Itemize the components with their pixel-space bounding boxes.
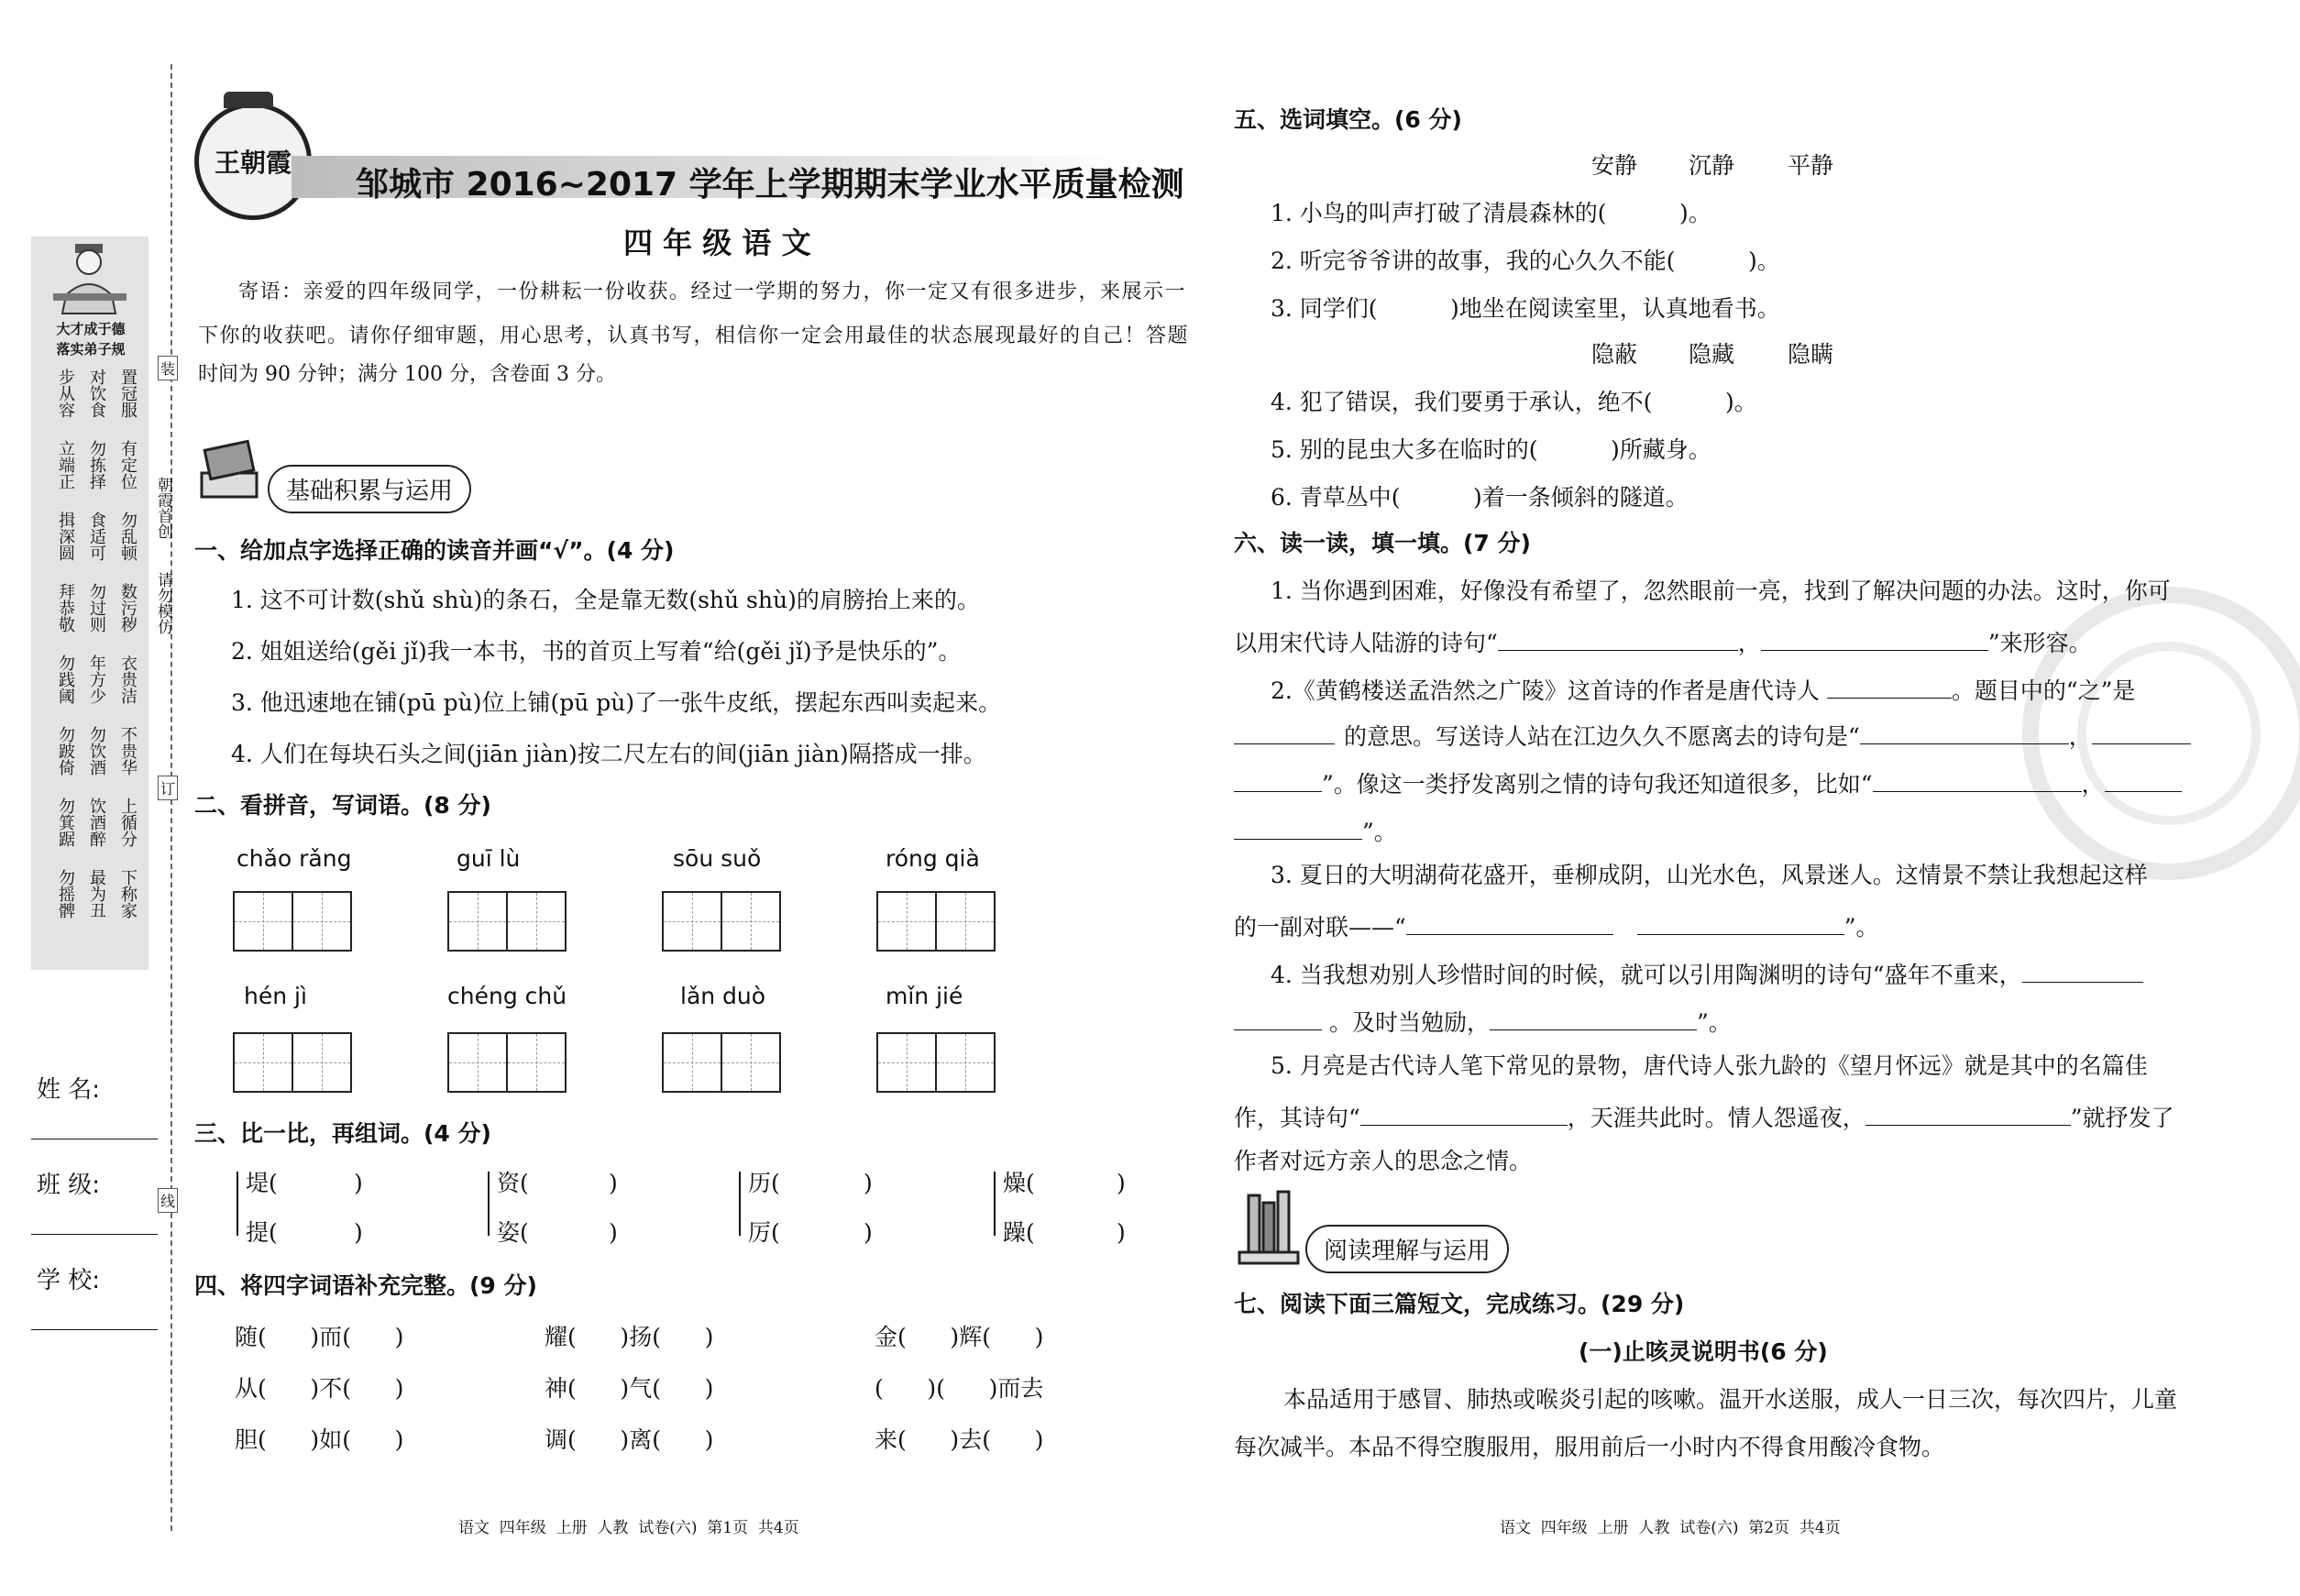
- q6-text: 以用宋代诗人陆游的诗句“: [1234, 630, 1498, 656]
- motto: 对饮食: [87, 369, 106, 418]
- writing-grid[interactable]: [876, 891, 994, 952]
- name-label: 姓 名:: [37, 1076, 101, 1104]
- q6-line: [1234, 721, 2191, 748]
- q5-item: 5. 别的昆虫大多在临时的( )所藏身。: [1271, 436, 1711, 463]
- q1-item: 2. 姐姐送给(gěi jǐ)我一本书，书的首页上写着“给(gěi jǐ)予是快乐的”。: [231, 638, 962, 665]
- q3-close: ): [354, 1170, 363, 1196]
- q6-text: 的意思。写送诗人站在江边久久不愿离去的诗句是“: [1344, 723, 1860, 750]
- q3-char: 厉(: [748, 1219, 780, 1246]
- q3-close: ): [354, 1219, 363, 1246]
- vertical-note: 请勿模仿: [154, 572, 172, 634]
- q3-close: ): [864, 1170, 873, 1196]
- q6-line: [1234, 1007, 1732, 1034]
- q3-char: 躁(: [1003, 1219, 1035, 1246]
- writing-grid[interactable]: [233, 891, 350, 952]
- motto: 步从容: [56, 369, 75, 418]
- section-title-basics: 基础积累与运用: [268, 465, 471, 513]
- q6-text: 。题目中的“之”是: [1951, 677, 2136, 704]
- answer-blank[interactable]: [1498, 627, 1738, 651]
- q4-cell: 调( )离( ): [545, 1426, 714, 1453]
- answer-blank[interactable]: [1860, 721, 2069, 744]
- motto: 勿拣择: [87, 440, 106, 490]
- writing-grid[interactable]: [662, 1032, 779, 1093]
- binding-mark: 线: [158, 1188, 178, 1213]
- motto: 揖深圆: [56, 512, 75, 561]
- q6-line: [1234, 627, 2092, 655]
- answer-blank[interactable]: [1637, 911, 1844, 935]
- footer-left: 语文 四年级 上册 人教 试卷(六) 第1页 共4页: [458, 1519, 799, 1537]
- q5-word: 沉静: [1689, 152, 1735, 179]
- section-title-reading: 阅读理解与运用: [1305, 1225, 1509, 1273]
- q6-line: [1271, 675, 2135, 702]
- writing-grid[interactable]: [447, 1032, 565, 1093]
- q6-line: [1234, 816, 1397, 843]
- class-label: 班 级:: [37, 1172, 101, 1199]
- motto: 拜恭敬: [56, 583, 75, 633]
- q6-text: ”就抒发了: [2070, 1105, 2174, 1131]
- q4-cell: 胆( )如( ): [235, 1426, 404, 1453]
- vertical-note: 朝霞首创: [154, 477, 172, 539]
- q6-text: 的一副对联——“: [1234, 914, 1406, 941]
- pinyin-label: róng qià: [886, 845, 980, 872]
- exam-subtitle: 四 年 级 语 文: [623, 226, 811, 260]
- preface-line: 时间为 90 分钟；满分 100 分，含卷面 3 分。: [198, 363, 616, 386]
- answer-blank[interactable]: [1490, 1007, 1697, 1030]
- q6-text: ”。: [1697, 1009, 1732, 1036]
- books-icon: [196, 436, 264, 502]
- q4-title: 四、将四字词语补充完整。(9 分): [194, 1272, 537, 1299]
- q3-close: ): [1117, 1170, 1126, 1196]
- motto: 勿践阈: [56, 655, 75, 704]
- motto: 数污秽: [118, 583, 138, 633]
- answer-blank[interactable]: [1234, 816, 1362, 840]
- answer-blank[interactable]: [2092, 721, 2191, 744]
- crown-icon: [224, 92, 273, 108]
- writing-grid[interactable]: [662, 891, 779, 952]
- q7-subtitle: (一)止咳灵说明书(6 分): [1579, 1338, 1828, 1365]
- q7-text: 本品适用于感冒、肺热或喉炎引起的咳嗽。温开水送服，成人一日三次，每次四片，儿童: [1283, 1386, 2178, 1413]
- q6-text: 。及时当勉励，: [1329, 1009, 1491, 1036]
- q7-title: 七、阅读下面三篇短文，完成练习。(29 分): [1234, 1291, 1685, 1317]
- q3-char: 历(: [748, 1170, 780, 1196]
- preface-line: 下你的收获吧。请你仔细审题，用心思考，认真书写，相信你一定会用最佳的状态展现最好的自己！答题: [198, 325, 1190, 347]
- q4-cell: ( )( )而去: [875, 1375, 1044, 1402]
- q6-text: 作，其诗句“: [1234, 1105, 1360, 1131]
- q3-char: 姿(: [497, 1219, 529, 1246]
- q6-line: [1234, 768, 2182, 796]
- exam-title: 邹城市 2016~2017 学年上学期期末学业水平质量检测: [356, 166, 1184, 204]
- school-field[interactable]: [31, 1327, 158, 1330]
- q6-text: 5. 月亮是古代诗人笔下常见的景物，唐代诗人张九龄的《望月怀远》就是其中的名篇佳: [1271, 1052, 2148, 1079]
- pinyin-label: guī lù: [457, 845, 521, 872]
- q5-item: 4. 犯了错误，我们要勇于承认，绝不( )。: [1271, 389, 1757, 415]
- logo-text: 王朝霞: [214, 148, 292, 178]
- q5-word: 隐瞒: [1788, 341, 1834, 368]
- q6-line: [1234, 1102, 2174, 1129]
- q6-text: 1. 当你遇到困难，好像没有希望了，忽然眼前一亮，找到了解决问题的办法。这时，你可: [1271, 578, 2171, 604]
- motto: 下称家: [118, 869, 138, 919]
- q6-text: ，: [2068, 723, 2092, 750]
- motto: 饮酒醉: [87, 798, 106, 847]
- binding-mark: 装: [158, 356, 178, 380]
- binding-mark: 订: [158, 776, 178, 800]
- motto: 食适可: [87, 512, 106, 561]
- q6-text: 3. 夏日的大明湖荷花盛开，垂柳成阴，山光水色，风景迷人。这情景不禁让我想起这样: [1271, 862, 2148, 888]
- preface-line: 寄语：亲爱的四年级同学，一份耕耘一份收获。经过一学期的努力，你一定又有很多进步，来展示一: [238, 281, 1187, 303]
- q5-word: 平静: [1788, 152, 1834, 179]
- q1-item: 1. 这不可计数(shǔ shù)的条石，全是靠无数(shǔ shù)的肩膀抬上来的。: [231, 587, 980, 613]
- q6-text: 作者对远方亲人的思念之情。: [1234, 1148, 1533, 1174]
- motto: 不贵华: [118, 726, 138, 776]
- answer-blank[interactable]: [1234, 768, 1322, 792]
- q4-cell: 耀( )扬( ): [545, 1324, 714, 1350]
- answer-blank[interactable]: [2105, 768, 2182, 792]
- q6-text: ”。: [1362, 819, 1397, 845]
- motto: 勿摇髀: [56, 869, 75, 919]
- answer-blank[interactable]: [1234, 721, 1335, 744]
- q6-text: ”来形容。: [1987, 630, 2092, 656]
- motto: 立端正: [56, 440, 75, 490]
- q6-title: 六、读一读，填一填。(7 分): [1234, 530, 1531, 556]
- q5-item: 2. 听完爷爷讲的故事，我的心久久不能( )。: [1271, 248, 1780, 274]
- pinyin-label: hén jì: [244, 983, 307, 1009]
- school-label: 学 校:: [37, 1267, 101, 1294]
- motto: 勿饮酒: [87, 726, 106, 776]
- q5-word: 隐蔽: [1591, 341, 1638, 368]
- q7-text: 每次减半。本品不得空腹服用，服用前后一小时内不得食用酸冷食物。: [1234, 1434, 1945, 1460]
- q6-text: 4. 当我想劝别人珍惜时间的时候，就可以引用陶渊明的诗句“盛年不重来，: [1271, 962, 2022, 988]
- q3-close: ): [864, 1219, 873, 1246]
- q5-item: 1. 小鸟的叫声打破了清晨森林的( )。: [1271, 200, 1711, 226]
- answer-blank[interactable]: [1234, 1007, 1322, 1030]
- q4-cell: 随( )而( ): [235, 1324, 404, 1350]
- q6-text: ，天涯共此时。情人怨遥夜，: [1567, 1105, 1865, 1131]
- motto: 勿跛倚: [56, 726, 75, 776]
- q6-text: ，: [1737, 630, 1761, 656]
- answer-blank[interactable]: [1865, 1102, 2071, 1126]
- motto: 勿箕踞: [56, 798, 75, 847]
- class-field[interactable]: [31, 1232, 158, 1235]
- answer-blank[interactable]: [2022, 959, 2143, 983]
- q6-line: [1234, 911, 1879, 939]
- q6-text: 2.《黄鹤楼送孟浩然之广陵》这首诗的作者是唐代诗人: [1271, 677, 1820, 704]
- q6-line: [1271, 959, 2143, 986]
- q2-title: 二、看拼音，写词语。(8 分): [194, 792, 491, 819]
- q3-char: 堤(: [246, 1170, 278, 1196]
- motto: 年方少: [87, 655, 106, 704]
- q5-item: 3. 同学们( )地坐在阅读室里，认真地看书。: [1271, 295, 1780, 322]
- motto-grid: [46, 369, 138, 919]
- footer-right: 语文 四年级 上册 人教 试卷(六) 第2页 共4页: [1500, 1519, 1841, 1537]
- name-field[interactable]: [31, 1137, 158, 1139]
- q3-close: ): [1117, 1219, 1126, 1246]
- motto: 有定位: [118, 440, 138, 490]
- pinyin-label: mǐn jié: [886, 983, 963, 1009]
- q1-item: 3. 他迅速地在铺(pū pù)位上铺(pū pù)了一张牛皮纸，摆起东西叫卖起来。: [231, 689, 1002, 716]
- q5-item: 6. 青草丛中( )着一条倾斜的隧道。: [1271, 484, 1689, 511]
- q4-cell: 来( )去( ): [875, 1426, 1044, 1453]
- q4-cell: 神( )气( ): [545, 1375, 714, 1402]
- sidebar-banner-2: 落实弟子规: [56, 341, 126, 358]
- motto: 勿乱顿: [118, 512, 138, 561]
- motto: 衣贵洁: [118, 655, 138, 704]
- q4-cell: 从( )不( ): [235, 1375, 404, 1402]
- scholar-illustration: [48, 240, 132, 321]
- q5-title: 五、选词填空。(6 分): [1234, 106, 1462, 133]
- answer-blank[interactable]: [1406, 911, 1613, 935]
- q3-char: 燥(: [1003, 1170, 1035, 1196]
- motto: 勿过则: [87, 583, 106, 633]
- motto: 置冠服: [118, 369, 138, 418]
- q6-text: ”。像这一类抒发离别之情的诗句我还知道很多，比如“: [1322, 771, 1873, 798]
- answer-blank[interactable]: [1873, 768, 2082, 792]
- writing-grid[interactable]: [876, 1032, 994, 1093]
- sidebar-banner-1: 大才成于德: [56, 321, 126, 337]
- writing-grid[interactable]: [233, 1032, 350, 1093]
- q3-close: ): [609, 1170, 618, 1196]
- answer-blank[interactable]: [1827, 675, 1952, 699]
- q3-char: 提(: [246, 1219, 278, 1246]
- bookstand-icon: [1236, 1188, 1302, 1267]
- q6-text: ，: [2081, 771, 2105, 798]
- pinyin-label: chǎo rǎng: [237, 845, 352, 872]
- q1-title: 一、给加点字选择正确的读音并画“√”。(4 分): [194, 537, 675, 564]
- q3-char: 资(: [497, 1170, 529, 1196]
- q5-word: 隐藏: [1689, 341, 1735, 368]
- writing-grid[interactable]: [447, 891, 565, 952]
- q6-text: ”。: [1843, 914, 1879, 941]
- q3-title: 三、比一比，再组词。(4 分): [194, 1120, 491, 1147]
- answer-blank[interactable]: [1761, 627, 1988, 651]
- q4-cell: 金( )辉( ): [875, 1324, 1044, 1350]
- pinyin-label: chéng chǔ: [447, 983, 567, 1009]
- motto: 上循分: [118, 798, 138, 847]
- q1-item: 4. 人们在每块石头之间(jiān jiàn)按二尺左右的间(jiān jiàn)隔搭成一排。: [231, 741, 986, 767]
- pinyin-label: sōu suǒ: [673, 845, 762, 872]
- answer-blank[interactable]: [1360, 1102, 1568, 1126]
- q3-close: ): [609, 1219, 618, 1246]
- pinyin-label: lǎn duò: [680, 983, 766, 1009]
- q5-word: 安静: [1591, 152, 1638, 179]
- motto: 最为丑: [87, 869, 106, 919]
